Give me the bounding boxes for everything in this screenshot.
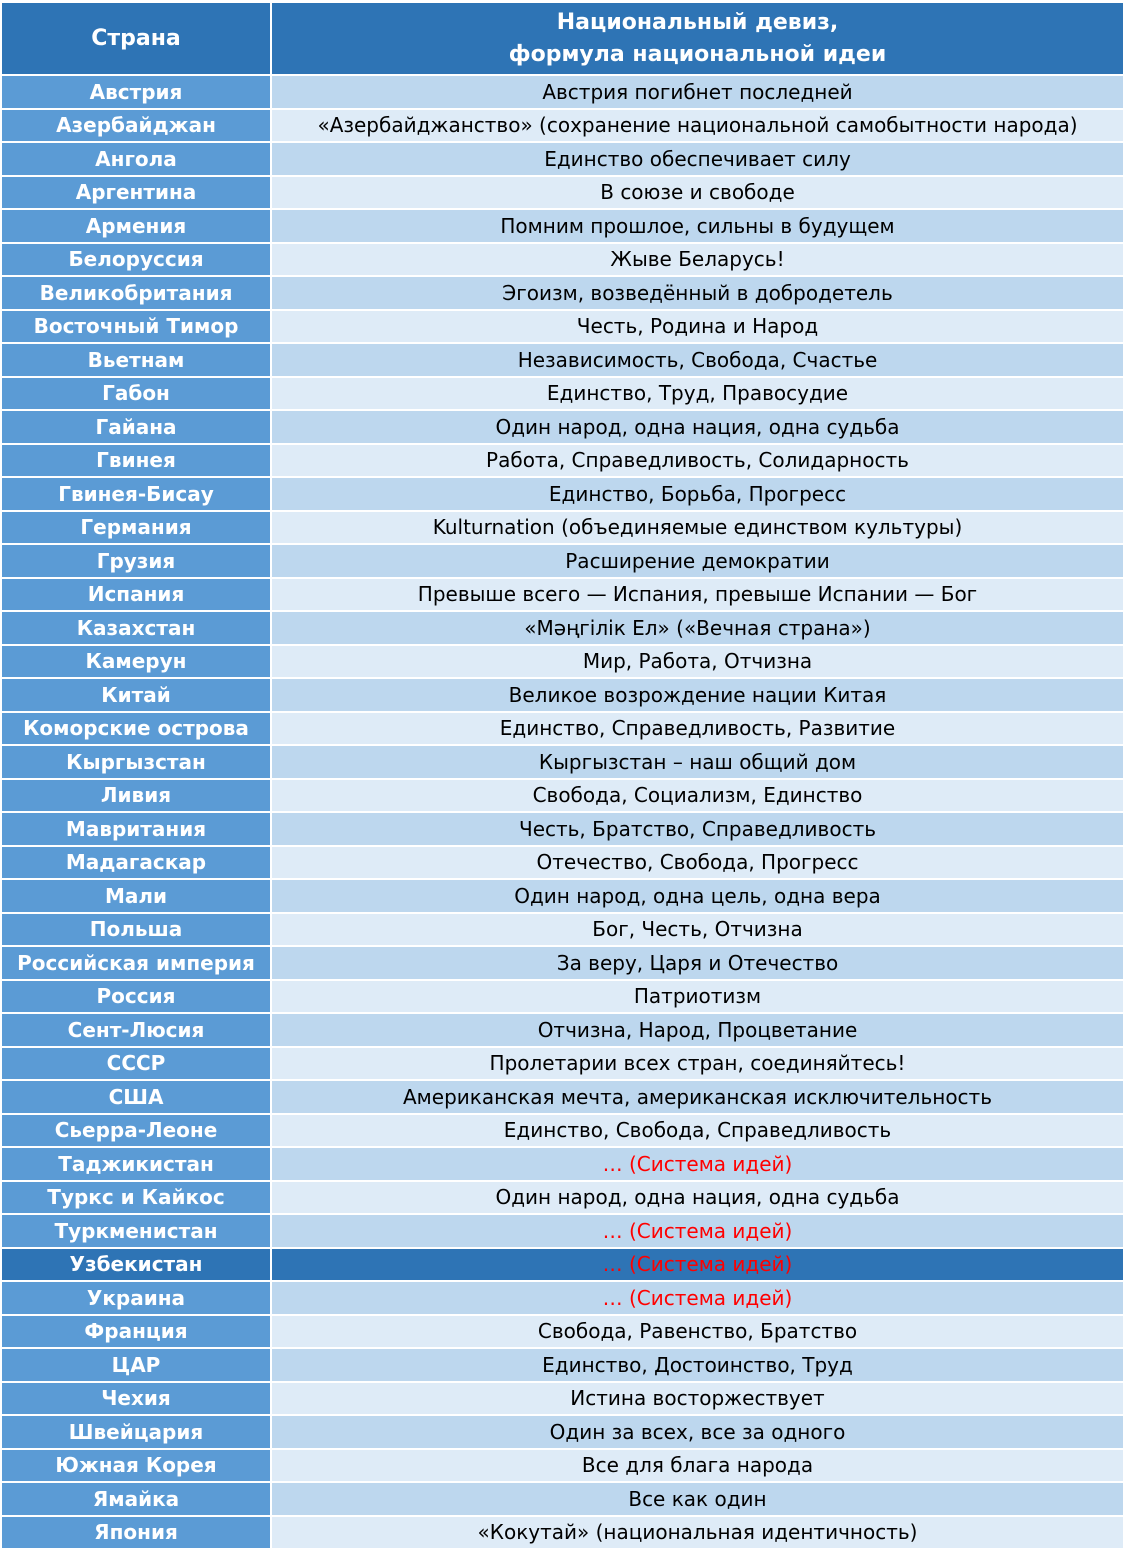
motto-cell: Один народ, одна цель, одна вера: [272, 880, 1123, 914]
motto-cell: За веру, Царя и Отечество: [272, 947, 1123, 981]
country-cell: Швейцария: [2, 1416, 272, 1450]
table-row: [2, 210, 1123, 244]
motto-cell: Превыше всего — Испания, превыше Испании — Бог: [272, 579, 1123, 613]
table-row: [2, 1215, 1123, 1249]
country-cell: Гвинея-Бисау: [2, 478, 272, 512]
motto-cell: Австрия погибнет последней: [272, 76, 1123, 110]
country-cell: Чехия: [2, 1383, 272, 1417]
country-cell: Гайана: [2, 411, 272, 445]
country-cell: Франция: [2, 1316, 272, 1350]
country-cell: Сьерра-Леоне: [2, 1115, 272, 1149]
country-cell: Гвинея: [2, 445, 272, 479]
motto-cell: «Мәңгілік Ел» («Вечная страна»): [272, 612, 1123, 646]
country-cell: Ямайка: [2, 1483, 272, 1517]
table-row: [2, 947, 1123, 981]
table-body: [2, 76, 1123, 1550]
motto-cell: … (Система идей): [272, 1249, 1123, 1283]
table-row: [2, 713, 1123, 747]
motto-cell: … (Система идей): [272, 1148, 1123, 1182]
motto-cell: Kulturnation (объединяемые единством культуры): [272, 512, 1123, 546]
motto-cell: Помним прошлое, сильны в будущем: [272, 210, 1123, 244]
motto-cell: Все как один: [272, 1483, 1123, 1517]
table-row: [2, 344, 1123, 378]
table-row: [2, 1081, 1123, 1115]
table-row: [2, 177, 1123, 211]
motto-cell: Патриотизм: [272, 981, 1123, 1015]
motto-cell: Американская мечта, американская исключительность: [272, 1081, 1123, 1115]
country-cell: Великобритания: [2, 277, 272, 311]
table-row: [2, 1349, 1123, 1383]
table-row: [2, 1148, 1123, 1182]
country-cell: Узбекистан: [2, 1249, 272, 1283]
motto-cell: Бог, Честь, Отчизна: [272, 914, 1123, 948]
motto-cell: Отчизна, Народ, Процветание: [272, 1014, 1123, 1048]
motto-header-line-2: формула национальной идеи: [508, 41, 887, 67]
motto-cell: Великое возрождение нации Китая: [272, 679, 1123, 713]
country-cell: Туркс и Кайкос: [2, 1182, 272, 1216]
motto-cell: «Азербайджанство» (сохранение национальной самобытности народа): [272, 110, 1123, 144]
country-cell: Россия: [2, 981, 272, 1015]
motto-cell: В союзе и свободе: [272, 177, 1123, 211]
country-cell: Мавритания: [2, 813, 272, 847]
motto-cell: … (Система идей): [272, 1282, 1123, 1316]
table-row: [2, 746, 1123, 780]
country-cell: Япония: [2, 1517, 272, 1551]
table-row: [2, 478, 1123, 512]
country-cell: Восточный Тимор: [2, 311, 272, 345]
country-cell: ЦАР: [2, 1349, 272, 1383]
table-row: [2, 1182, 1123, 1216]
country-cell: Белоруссия: [2, 244, 272, 278]
table-row: [2, 110, 1123, 144]
country-cell: Туркменистан: [2, 1215, 272, 1249]
table-row: [2, 1048, 1123, 1082]
motto-cell: Жыве Беларусь!: [272, 244, 1123, 278]
table-row: [2, 277, 1123, 311]
country-cell: Ливия: [2, 780, 272, 814]
motto-cell: Работа, Справедливость, Солидарность: [272, 445, 1123, 479]
motto-cell: Свобода, Социализм, Единство: [272, 780, 1123, 814]
country-cell: Габон: [2, 378, 272, 412]
country-column-header: Страна: [2, 3, 272, 76]
country-cell: Грузия: [2, 545, 272, 579]
country-cell: Российская империя: [2, 947, 272, 981]
motto-table: [2, 3, 1123, 1550]
country-cell: Кыргызстан: [2, 746, 272, 780]
country-cell: Казахстан: [2, 612, 272, 646]
motto-cell: Свобода, Равенство, Братство: [272, 1316, 1123, 1350]
table-row: [2, 1517, 1123, 1551]
table-row: [2, 512, 1123, 546]
motto-cell: «Кокутай» (национальная идентичность): [272, 1517, 1123, 1551]
country-cell: Польша: [2, 914, 272, 948]
table-row: [2, 244, 1123, 278]
country-cell: Вьетнам: [2, 344, 272, 378]
table-row: [2, 847, 1123, 881]
country-cell: Сент-Люсия: [2, 1014, 272, 1048]
motto-cell: Один за всех, все за одного: [272, 1416, 1123, 1450]
motto-cell: Мир, Работа, Отчизна: [272, 646, 1123, 680]
motto-header-line-1: Национальный девиз,: [556, 9, 839, 35]
motto-cell: Единство обеспечивает силу: [272, 143, 1123, 177]
motto-cell: Единство, Достоинство, Труд: [272, 1349, 1123, 1383]
country-cell: США: [2, 1081, 272, 1115]
motto-cell: Отечество, Свобода, Прогресс: [272, 847, 1123, 881]
country-cell: Украина: [2, 1282, 272, 1316]
motto-cell: Честь, Братство, Справедливость: [272, 813, 1123, 847]
country-cell: Камерун: [2, 646, 272, 680]
country-cell: Испания: [2, 579, 272, 613]
country-cell: Австрия: [2, 76, 272, 110]
motto-cell: Один народ, одна нация, одна судьба: [272, 411, 1123, 445]
motto-cell: Пролетарии всех стран, соединяйтесь!: [272, 1048, 1123, 1082]
motto-column-header: [272, 3, 1123, 76]
table-row: [2, 679, 1123, 713]
table-row: [2, 445, 1123, 479]
country-cell: Германия: [2, 512, 272, 546]
country-cell: Ангола: [2, 143, 272, 177]
motto-cell: Единство, Труд, Правосудие: [272, 378, 1123, 412]
table-row: [2, 1316, 1123, 1350]
motto-cell: … (Система идей): [272, 1215, 1123, 1249]
motto-cell: Все для блага народа: [272, 1450, 1123, 1484]
country-cell: Таджикистан: [2, 1148, 272, 1182]
motto-cell: Кыргызстан – наш общий дом: [272, 746, 1123, 780]
table-row: [2, 411, 1123, 445]
table-row: [2, 612, 1123, 646]
country-cell: Мадагаскар: [2, 847, 272, 881]
table-row: [2, 1450, 1123, 1484]
country-cell: Армения: [2, 210, 272, 244]
table-row: [2, 1249, 1123, 1283]
table-row: [2, 880, 1123, 914]
table-row: [2, 780, 1123, 814]
motto-cell: Один народ, одна нация, одна судьба: [272, 1182, 1123, 1216]
header-row: [2, 3, 1123, 76]
table-row: [2, 1383, 1123, 1417]
country-cell: Южная Корея: [2, 1450, 272, 1484]
motto-cell: Расширение демократии: [272, 545, 1123, 579]
table-row: [2, 1115, 1123, 1149]
country-cell: Мали: [2, 880, 272, 914]
table-row: [2, 545, 1123, 579]
table-row: [2, 981, 1123, 1015]
table-row: [2, 914, 1123, 948]
motto-cell: Истина восторжествует: [272, 1383, 1123, 1417]
table-row: [2, 579, 1123, 613]
table-row: [2, 76, 1123, 110]
country-cell: СССР: [2, 1048, 272, 1082]
motto-cell: Эгоизм, возведённый в добродетель: [272, 277, 1123, 311]
motto-cell: Честь, Родина и Народ: [272, 311, 1123, 345]
motto-cell: Единство, Борьба, Прогресс: [272, 478, 1123, 512]
table-row: [2, 1416, 1123, 1450]
motto-cell: Единство, Свобода, Справедливость: [272, 1115, 1123, 1149]
country-cell: Коморские острова: [2, 713, 272, 747]
motto-cell: Единство, Справедливость, Развитие: [272, 713, 1123, 747]
motto-cell: Независимость, Свобода, Счастье: [272, 344, 1123, 378]
table-row: [2, 1282, 1123, 1316]
country-cell: Азербайджан: [2, 110, 272, 144]
table-row: [2, 646, 1123, 680]
country-cell: Китай: [2, 679, 272, 713]
table-row: [2, 143, 1123, 177]
table-row: [2, 1014, 1123, 1048]
table-row: [2, 378, 1123, 412]
country-cell: Аргентина: [2, 177, 272, 211]
table-row: [2, 1483, 1123, 1517]
table-row: [2, 813, 1123, 847]
table-row: [2, 311, 1123, 345]
